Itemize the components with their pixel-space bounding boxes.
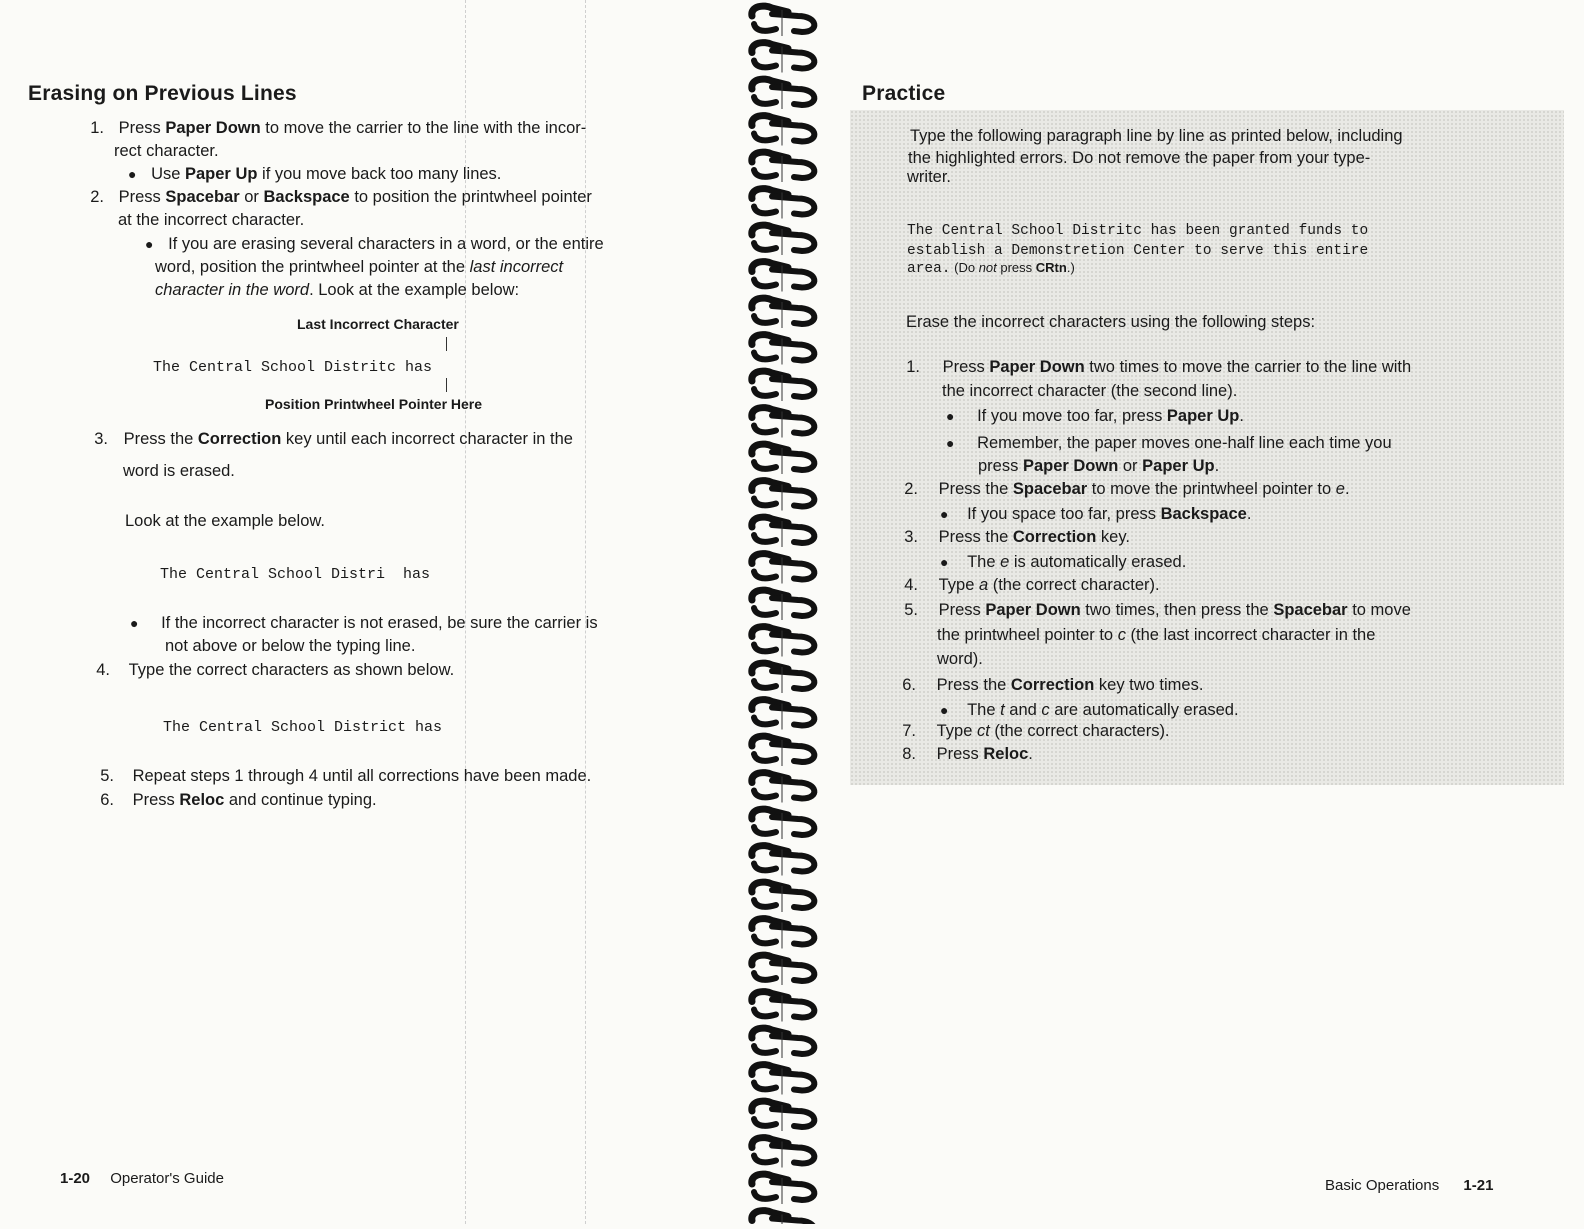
bullet-text: word, position the printwheel pointer at the xyxy=(155,258,470,276)
practice-step-6-bullet xyxy=(940,699,1239,721)
bullet-text: The xyxy=(967,553,1001,571)
spiral-coil xyxy=(752,627,815,657)
bullet-text: if you move back too many lines. xyxy=(257,165,502,183)
example-label-pointer-here: Position Printwheel Pointer Here xyxy=(265,396,483,412)
spiral-binding-graphic xyxy=(742,0,832,1224)
page-number: 1-21 xyxy=(1463,1177,1494,1194)
step-5 xyxy=(92,765,591,787)
spiral-coil xyxy=(752,882,815,912)
step-text: Type xyxy=(938,576,979,594)
step-text: Press the xyxy=(936,676,1011,694)
step-text: . xyxy=(1028,745,1033,763)
step-2-bullet xyxy=(145,233,604,255)
spiral-coil xyxy=(752,262,815,292)
step-number: 5. xyxy=(100,767,114,785)
spiral-coil xyxy=(752,846,815,876)
practice-step-3 xyxy=(900,526,1130,548)
left-page-title: Erasing on Previous Lines xyxy=(28,82,297,105)
practice-step-5 xyxy=(900,599,1411,621)
step-text: Press the xyxy=(938,480,1013,498)
sample-text: area. xyxy=(907,261,951,277)
step-3-look: Look at the example below. xyxy=(125,512,325,530)
spiral-coil xyxy=(752,1065,815,1095)
spiral-coil xyxy=(752,43,815,73)
bullet-text: If you space too far, press xyxy=(967,505,1161,523)
spiral-coil xyxy=(752,335,815,365)
step-number: 8. xyxy=(902,745,916,763)
key-name: Backspace xyxy=(263,188,350,206)
step-1-line-2: rect character. xyxy=(114,142,219,160)
step-text: key two times. xyxy=(1094,676,1204,694)
spiral-coil xyxy=(752,298,815,328)
step-3-bullet xyxy=(130,612,598,634)
practice-step-1 xyxy=(904,356,1411,378)
step-text: or xyxy=(239,188,264,206)
step-text: the printwheel pointer to xyxy=(937,626,1118,644)
instruction-text: (Do xyxy=(950,260,979,275)
practice-step-1-bullet-2-line-2 xyxy=(978,455,1219,477)
spiral-coil xyxy=(752,1101,815,1131)
spiral-coil xyxy=(752,809,815,839)
spiral-coil xyxy=(752,736,815,766)
step-number: 3. xyxy=(94,430,108,448)
practice-step-1-bullet-1 xyxy=(946,405,1244,427)
bullet-text: are automatically erased. xyxy=(1049,701,1239,719)
step-text: Press xyxy=(118,188,166,206)
right-page-footer xyxy=(1325,1177,1493,1194)
step-text: Press xyxy=(938,601,986,619)
bullet-text: . xyxy=(1246,505,1252,523)
bullet-text: is automatically erased. xyxy=(1009,553,1187,571)
step-number: 5. xyxy=(904,601,918,619)
key-name: Paper Down xyxy=(985,601,1081,619)
key-name: Correction xyxy=(1010,676,1095,694)
instruction-text: press xyxy=(996,260,1036,275)
example-label-last-incorrect: Last Incorrect Character xyxy=(297,316,459,332)
key-name: Paper Down xyxy=(165,119,261,137)
spiral-coil xyxy=(752,517,815,547)
bullet-text: and xyxy=(1004,701,1042,719)
step-text: . xyxy=(1344,480,1350,498)
spiral-coil xyxy=(752,408,815,438)
practice-step-2-bullet xyxy=(940,503,1251,525)
step-2-bullet-line-2 xyxy=(155,256,563,278)
spiral-coil xyxy=(752,79,815,109)
practice-step-6 xyxy=(898,674,1203,696)
spiral-coil xyxy=(752,1028,815,1058)
bullet-icon: ● xyxy=(940,702,949,718)
spiral-coil xyxy=(752,773,815,803)
spiral-coil xyxy=(752,1174,815,1204)
step-text: (the correct character). xyxy=(988,576,1160,594)
step-4 xyxy=(88,659,454,681)
bullet-text: Remember, the paper moves one-half line each time you xyxy=(977,434,1392,452)
step-text: key. xyxy=(1096,528,1130,546)
step-2-line-2: at the incorrect character. xyxy=(118,211,305,229)
key-name: Correction xyxy=(1012,528,1097,546)
emphasis-text: c xyxy=(1117,626,1126,644)
spiral-coil xyxy=(752,663,815,693)
step-text: to position the printwheel pointer xyxy=(349,188,592,206)
step-text: to move the printwheel pointer to xyxy=(1087,480,1336,498)
step-text: and continue typing. xyxy=(224,791,377,809)
instruction-text: .) xyxy=(1066,260,1075,275)
spiral-binding xyxy=(742,0,832,1224)
spiral-coil xyxy=(752,992,815,1022)
practice-step-4 xyxy=(900,574,1160,596)
bullet-text: . xyxy=(1239,407,1244,425)
emphasis-text: character in the word xyxy=(155,281,310,299)
spiral-coil xyxy=(752,152,815,182)
intro-line-2: the highlighted errors. Do not remove the paper from your type- xyxy=(908,149,1371,167)
practice-step-3-bullet xyxy=(940,551,1186,573)
emphasis-text: ct xyxy=(976,722,990,740)
step-number: 2. xyxy=(904,480,918,498)
key-name: Paper Up xyxy=(1166,407,1240,425)
spiral-coil xyxy=(752,955,815,985)
sample-line-1: The Central School Distritc has been granted funds to xyxy=(907,223,1369,239)
spiral-coil xyxy=(752,1138,815,1168)
step-text: (the correct characters). xyxy=(989,722,1170,740)
emphasis-text: not xyxy=(978,260,997,275)
step-6 xyxy=(92,789,377,811)
step-3-example-line: The Central School Distri has xyxy=(160,566,431,583)
step-number: 4. xyxy=(904,576,918,594)
page-number: 1-20 xyxy=(60,1170,91,1187)
emphasis-text: last incorrect xyxy=(469,258,564,276)
key-name: Reloc xyxy=(983,745,1029,763)
bullet-text: If the incorrect character is not erased, be sure the carrier is xyxy=(161,614,598,632)
emphasis-text: a xyxy=(978,576,989,594)
step-text: Repeat steps 1 through 4 until all corrections have been made. xyxy=(132,767,592,785)
spiral-coil xyxy=(752,116,815,146)
bullet-text: The xyxy=(967,701,1001,719)
footer-title: Operator's Guide xyxy=(110,1170,224,1187)
step-3 xyxy=(84,428,573,450)
emphasis-text: e xyxy=(1335,480,1345,498)
bullet-icon: ● xyxy=(128,166,137,182)
sample-line-3 xyxy=(907,259,1075,277)
practice-step-1-bullet-2 xyxy=(946,432,1392,454)
spiral-coil xyxy=(752,590,815,620)
key-name: CRtn xyxy=(1035,260,1067,275)
spiral-coil xyxy=(752,444,815,474)
step-number: 1. xyxy=(906,358,920,376)
intro-line-3: writer. xyxy=(907,168,952,186)
step-4-example-line: The Central School District has xyxy=(163,719,443,736)
footer-title: Basic Operations xyxy=(1325,1177,1440,1194)
bullet-text: . Look at the example below: xyxy=(309,281,520,299)
emphasis-text: c xyxy=(1041,701,1050,719)
bullet-text: If you are erasing several characters in a word, or the entire xyxy=(168,235,604,253)
key-name: Backspace xyxy=(1160,505,1247,523)
practice-step-1-line-2: the incorrect character (the second line). xyxy=(942,382,1238,400)
step-text: Press xyxy=(936,745,984,763)
spiral-coil xyxy=(752,700,815,730)
erase-intro: Erase the incorrect characters using the following steps: xyxy=(906,313,1316,331)
bullet-icon: ● xyxy=(940,554,949,570)
key-name: Paper Up xyxy=(185,165,258,183)
key-name: Spacebar xyxy=(1273,601,1348,619)
step-3-bullet-line-2: not above or below the typing line. xyxy=(165,637,416,655)
step-text: to move the carrier to the line with the incor- xyxy=(260,119,587,137)
practice-step-5-line-2 xyxy=(937,624,1375,646)
key-name: Reloc xyxy=(179,791,225,809)
practice-step-7 xyxy=(898,720,1170,742)
bullet-icon: ● xyxy=(130,615,139,631)
key-name: Spacebar xyxy=(165,188,240,206)
bullet-icon: ● xyxy=(946,408,955,424)
spiral-coil xyxy=(752,481,815,511)
bullet-icon: ● xyxy=(946,435,955,451)
step-1-bullet xyxy=(128,163,501,185)
spiral-coil xyxy=(752,189,815,219)
spiral-coil xyxy=(752,919,815,949)
step-number: 1. xyxy=(90,119,104,137)
step-number: 6. xyxy=(100,791,114,809)
key-name: Paper Down xyxy=(1022,457,1119,475)
step-number: 7. xyxy=(902,722,916,740)
step-text: to move xyxy=(1347,601,1411,619)
bullet-text: If you move too far, press xyxy=(977,407,1167,425)
step-text: Press xyxy=(942,358,990,376)
left-page-footer xyxy=(60,1170,224,1187)
bullet-icon: ● xyxy=(145,236,154,252)
pointer-line-bottom xyxy=(446,378,447,392)
step-1 xyxy=(78,117,586,139)
step-text: Press the xyxy=(938,528,1013,546)
step-number: 2. xyxy=(90,188,104,206)
practice-step-2 xyxy=(900,478,1350,500)
spiral-coil xyxy=(752,554,815,584)
step-text: Type xyxy=(936,722,977,740)
practice-step-5-line-3: word). xyxy=(937,650,983,668)
step-3-line-2: word is erased. xyxy=(123,462,235,480)
step-text: Press xyxy=(118,119,166,137)
key-name: Paper Up xyxy=(1142,457,1215,475)
step-number: 3. xyxy=(904,528,918,546)
step-text: Press xyxy=(132,791,180,809)
step-2 xyxy=(78,186,592,208)
bullet-text: . xyxy=(1214,457,1220,475)
example-typed-line: The Central School Distritc has xyxy=(153,359,433,376)
bullet-text: or xyxy=(1118,457,1143,475)
intro-line-1: Type the following paragraph line by line as printed below, including xyxy=(910,127,1403,145)
key-name: Spacebar xyxy=(1012,480,1088,498)
bullet-text: press xyxy=(978,457,1023,475)
spiral-coil xyxy=(752,225,815,255)
practice-step-8 xyxy=(898,743,1033,765)
step-text: (the last incorrect character in the xyxy=(1125,626,1376,644)
step-2-bullet-line-3 xyxy=(155,279,519,301)
sample-line-2: establish a Demonstretion Center to serve this entire xyxy=(907,243,1369,259)
spiral-coil xyxy=(752,6,815,36)
key-name: Paper Down xyxy=(989,358,1085,376)
step-text: key until each incorrect character in the xyxy=(281,430,573,448)
pointer-line-top xyxy=(446,337,447,351)
bullet-icon: ● xyxy=(940,506,949,522)
right-page-title: Practice xyxy=(862,82,946,105)
bullet-text: Use xyxy=(151,165,185,183)
step-number: 6. xyxy=(902,676,916,694)
step-text: two times to move the carrier to the line with xyxy=(1084,358,1412,376)
key-name: Correction xyxy=(197,430,282,448)
spiral-coil xyxy=(752,1211,815,1224)
step-number: 4. xyxy=(96,661,110,679)
step-text: two times, then press the xyxy=(1080,601,1274,619)
spiral-coil xyxy=(752,371,815,401)
emphasis-text: e xyxy=(1000,553,1010,571)
step-text: Press the xyxy=(123,430,198,448)
emphasis-text: t xyxy=(1000,701,1005,719)
step-text: Type the correct characters as shown below. xyxy=(128,661,455,679)
